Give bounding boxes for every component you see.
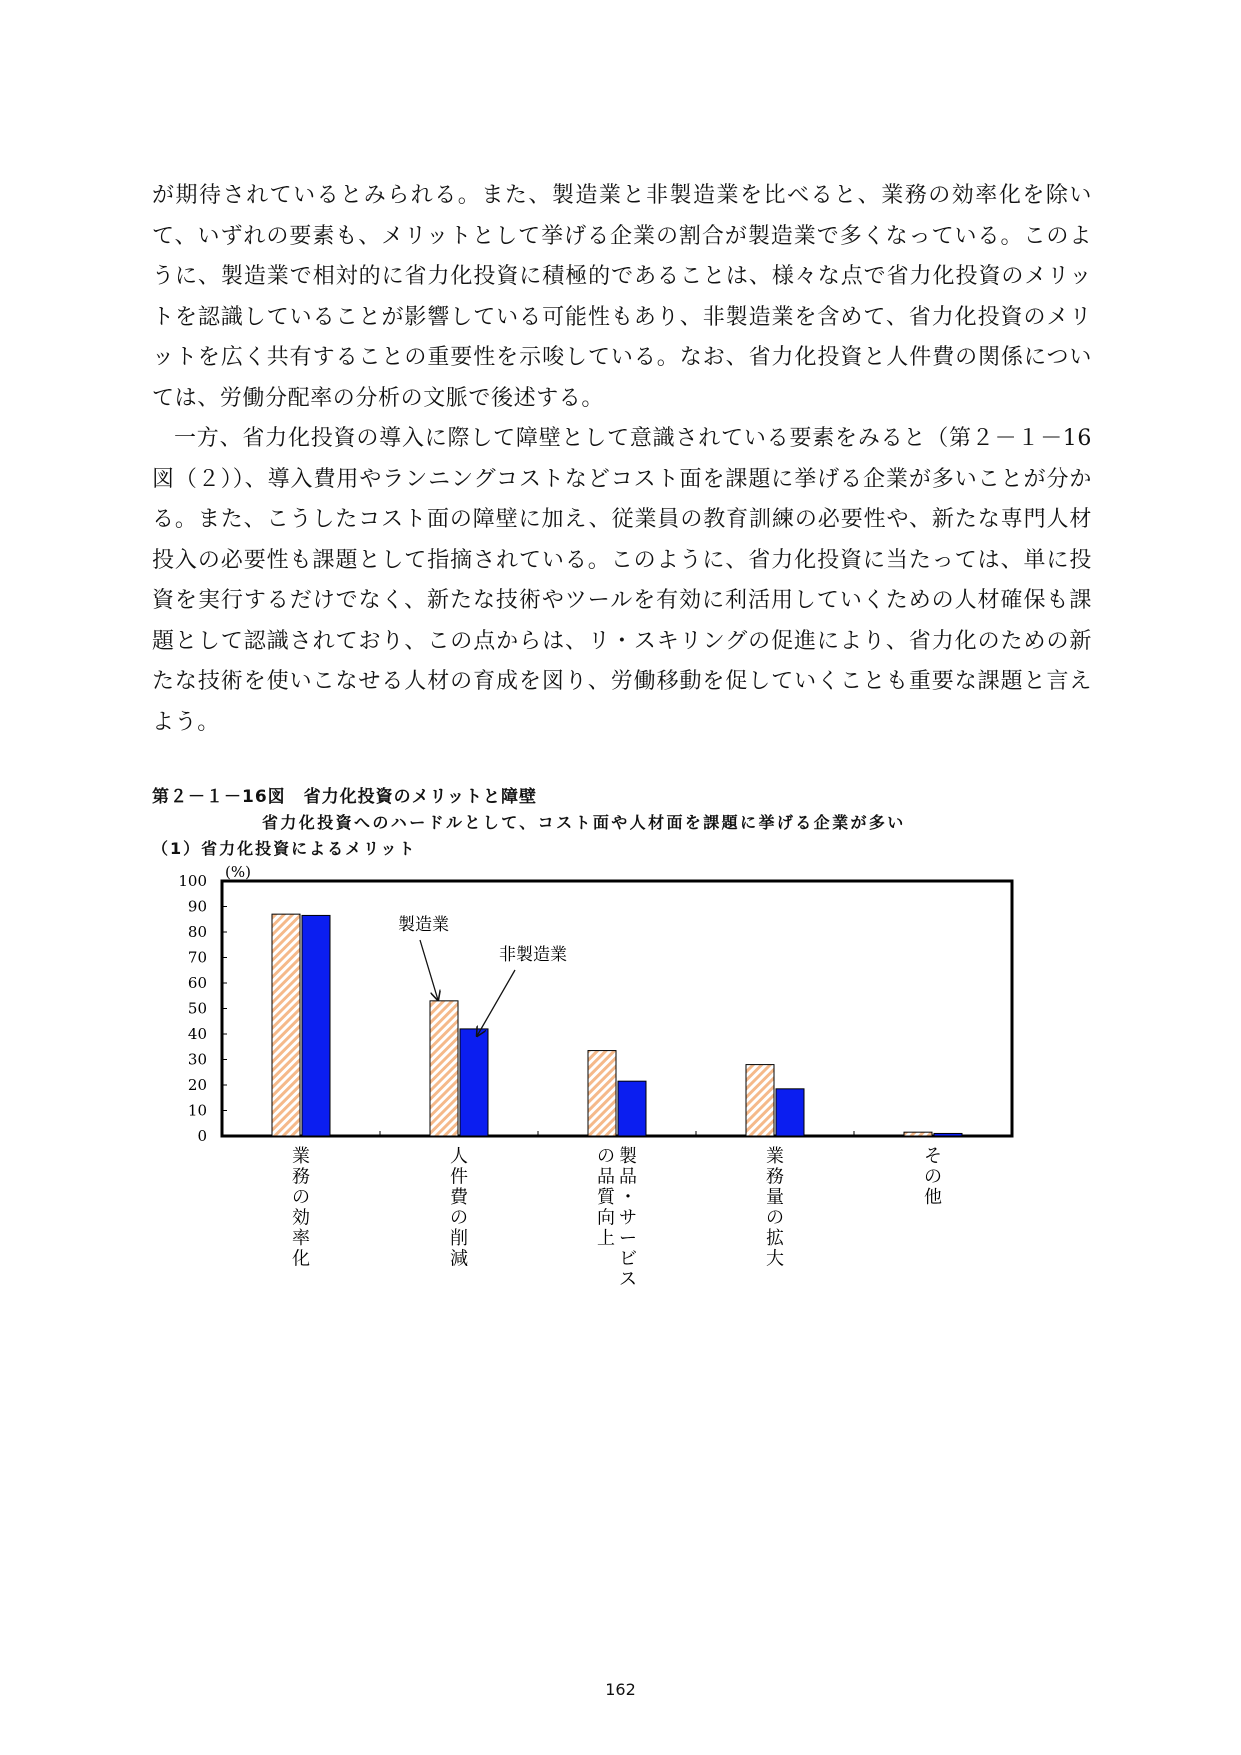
x-category-label-char: 件: [450, 1166, 468, 1188]
x-category-label-char: 人: [450, 1146, 468, 1167]
x-category-label-char: ス: [619, 1269, 637, 1290]
x-category-label-char: ビ: [619, 1248, 637, 1270]
x-category-label-char: 減: [450, 1248, 468, 1270]
y-tick-label: 50: [187, 999, 207, 1018]
y-tick-label: 60: [187, 974, 207, 992]
x-category-label-char: 率: [292, 1228, 310, 1249]
x-category-label-char: の: [924, 1166, 942, 1188]
x-category-label-char: ー: [619, 1228, 637, 1249]
x-category-label-char: そ: [924, 1146, 942, 1167]
bar-non-manufacturing: [460, 1029, 488, 1136]
x-category-label-char: 製: [619, 1146, 637, 1167]
bar-manufacturing: [272, 914, 300, 1136]
y-tick-label: 80: [187, 923, 207, 941]
x-category-label-char: 量: [766, 1187, 784, 1208]
y-tick-label: 90: [187, 897, 207, 916]
x-category-label-char: 大: [766, 1248, 784, 1270]
bar-non-manufacturing: [934, 1133, 962, 1136]
x-category-label-char: の: [450, 1207, 468, 1229]
x-category-label-char: 質: [597, 1187, 615, 1208]
legend-label-non-manufacturing: 非製造業: [499, 945, 567, 965]
x-category-label-char: 化: [292, 1248, 310, 1270]
x-category-label-char: 業: [766, 1146, 784, 1167]
bar-manufacturing: [746, 1065, 774, 1136]
x-category-label-char: 削: [450, 1228, 468, 1249]
y-axis-unit-label: (%): [225, 863, 251, 881]
x-category-label-char: の: [597, 1146, 615, 1167]
x-category-label-char: 効: [292, 1207, 310, 1229]
panel-title: （1）省力化投資によるメリット: [152, 839, 417, 858]
x-category-label-char: 拡: [766, 1228, 784, 1249]
x-category-label-char: サ: [619, 1207, 637, 1229]
legend-arrow-non-manufacturing: [477, 970, 515, 1036]
figure-subtitle: 省力化投資へのハードルとして、コスト面や人材面を課題に挙げる企業が多い: [262, 813, 906, 832]
page-number: 162: [605, 1680, 636, 1699]
x-category-label-char: 品: [597, 1166, 615, 1188]
x-category-label-char: 品: [619, 1166, 637, 1188]
body-paragraph-2: 一方、省力化投資の導入に際して障壁として意識されている要素をみると（第２－１－16図（２））、導入費用やランニングコストなどコスト面を課題に挙げる企業が多いことが分かる。また、こうしたコスト面の障壁に加え、従業員の教育訓練の必要性や、新たな専門人材投入の必要性も課題として指摘されている。このように、省力化投資に当たっては、単に投資を実行するだけでなく、新たな技術やツールを有効に利活用していくための人材確保も課題として認識されており、この点からは、リ・スキリングの促進により、省力化のための新たな技術を使いこなせる人材の育成を図り、労働移動を促していくことも重要な課題と言えよう。: [152, 426, 1092, 735]
bar-non-manufacturing: [302, 915, 330, 1136]
y-tick-label: 10: [187, 1101, 207, 1120]
x-category-label-char: 向: [597, 1207, 615, 1229]
x-category-label-char: の: [766, 1207, 784, 1229]
y-tick-label: 0: [197, 1127, 207, 1145]
bar-non-manufacturing: [618, 1081, 646, 1136]
x-category-label-char: 上: [597, 1228, 615, 1249]
plot-frame: [222, 881, 1012, 1136]
x-category-label-char: 務: [292, 1166, 310, 1188]
x-category-label-char: 費: [450, 1187, 468, 1208]
bar-manufacturing: [904, 1132, 932, 1136]
x-category-label-char: 業: [292, 1146, 310, 1167]
y-tick-label: 30: [187, 1050, 207, 1069]
legend-label-manufacturing: 製造業: [398, 915, 449, 935]
x-category-label-char: の: [292, 1187, 310, 1208]
bar-manufacturing: [430, 1001, 458, 1136]
x-category-label-char: 務: [766, 1166, 784, 1188]
bar-manufacturing: [588, 1051, 616, 1136]
y-tick-label: 20: [187, 1076, 207, 1094]
figure-title: 第２－１－16図 省力化投資のメリットと障壁: [152, 787, 537, 807]
y-tick-label: 70: [187, 948, 207, 967]
body-paragraph-1: が期待されているとみられる。また、製造業と非製造業を比べると、業務の効率化を除いて、いずれの要素も、メリットとして挙げる企業の割合が製造業で多くなっている。このように、製造業で相対的に省力化投資に積極的であることは、様々な点で省力化投資のメリットを認識していることが影響している可能性もあり、非製造業を含めて、省力化投資のメリットを広く共有することの重要性を示唆している。なお、省力化投資と人件費の関係については、労働分配率の分析の文脈で後述する。: [152, 183, 1092, 411]
y-tick-label: 40: [187, 1025, 207, 1043]
y-tick-label: 100: [178, 872, 207, 890]
x-category-label-char: ・: [619, 1187, 637, 1208]
legend-arrow-manufacturing: [420, 940, 438, 1000]
x-category-label-char: 他: [924, 1187, 942, 1208]
bar-non-manufacturing: [776, 1089, 804, 1136]
